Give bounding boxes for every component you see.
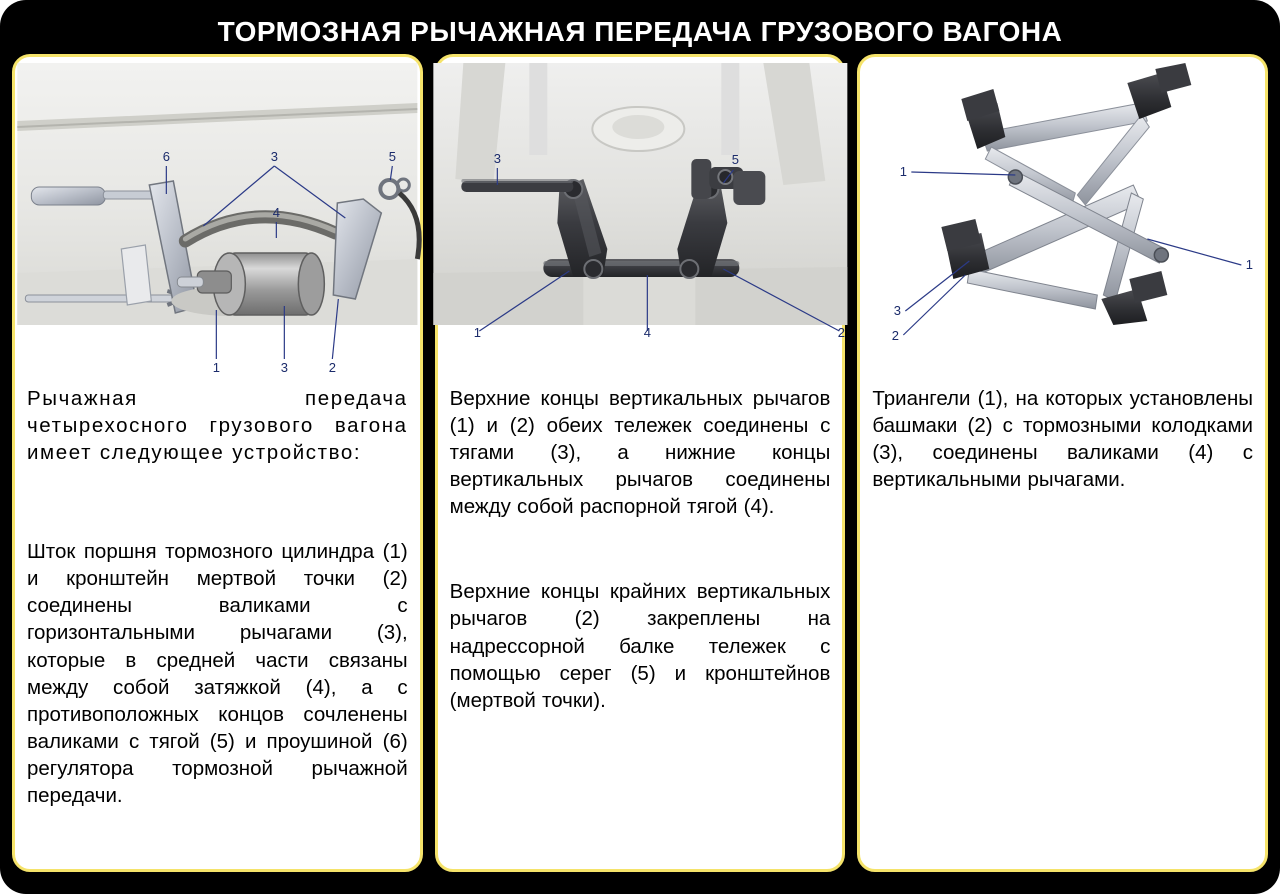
figure-triangel xyxy=(866,63,1259,343)
figure-1-callout-labels xyxy=(21,63,414,375)
figure-bogie-levers xyxy=(444,63,845,340)
callout-label: 3 xyxy=(894,303,902,318)
callout-label: 6 xyxy=(162,149,170,164)
callout-label: 3 xyxy=(270,149,278,164)
callout-label: 2 xyxy=(328,360,336,375)
callout-label: 5 xyxy=(388,149,396,164)
panel-3 xyxy=(857,54,1268,872)
callout-label: 1 xyxy=(1246,257,1254,272)
callout-label: 4 xyxy=(643,325,651,340)
panel-2-paragraph-2: Верхние концы крайних вертикальных рычагов (2) закреплены на надрессорной балке тележек с помощью серег (5) и кронштейнов (мертвой точки). xyxy=(449,580,837,712)
panel-1-paragraph-1: Рычажная передача четырехосного грузового вагона имеет следующее устройство: xyxy=(27,387,416,465)
callout-label: 4 xyxy=(272,205,280,220)
panel-3-text xyxy=(866,331,1259,547)
panels-row xyxy=(12,54,1268,872)
page-title: ТОРМОЗНАЯ РЫЧАЖНАЯ ПЕРЕДАЧА ГРУЗОВОГО ВАГОНА xyxy=(217,16,1063,47)
callout-label: 2 xyxy=(892,328,900,343)
callout-label: 2 xyxy=(837,325,845,340)
figure-3-callout-labels xyxy=(866,63,1259,343)
callout-label: 1 xyxy=(900,164,908,179)
panel-3-paragraph-1: Триангели (1), на которых установлены башмаки (2) с тормозными колодками (3), соединены валиками (4) с вертикальными рычагами. xyxy=(872,387,1260,492)
panel-1-text xyxy=(21,331,414,863)
callout-label: 3 xyxy=(280,360,288,375)
callout-label: 1 xyxy=(473,325,481,340)
panel-2-paragraph-1: Верхние концы вертикальных рычагов (1) и (2) обеих тележек соединены с тягами (3), а нижние концы вертикальных рычагов соединены между собой распорной тягой (4). xyxy=(449,387,837,519)
figure-brake-cylinder xyxy=(21,63,414,375)
panel-1-paragraph-2: Шток поршня тормозного цилиндра (1) и кронштейн мертвой точки (2) соединены валиками с горизонтальными рычагами (3), которые в средней части связаны между собой затяжкой (4), а с противоположных концов сочленены валиками с тягой (5) и проушиной (6) регулятора тормозной рычажной передачи. xyxy=(27,540,414,807)
callout-label: 5 xyxy=(731,152,739,167)
panel-2 xyxy=(435,54,846,872)
figure-2-callout-labels xyxy=(444,63,845,340)
panel-2-text xyxy=(444,331,837,768)
callout-label: 1 xyxy=(212,360,220,375)
callout-label: 3 xyxy=(493,151,501,166)
panel-1 xyxy=(12,54,423,872)
